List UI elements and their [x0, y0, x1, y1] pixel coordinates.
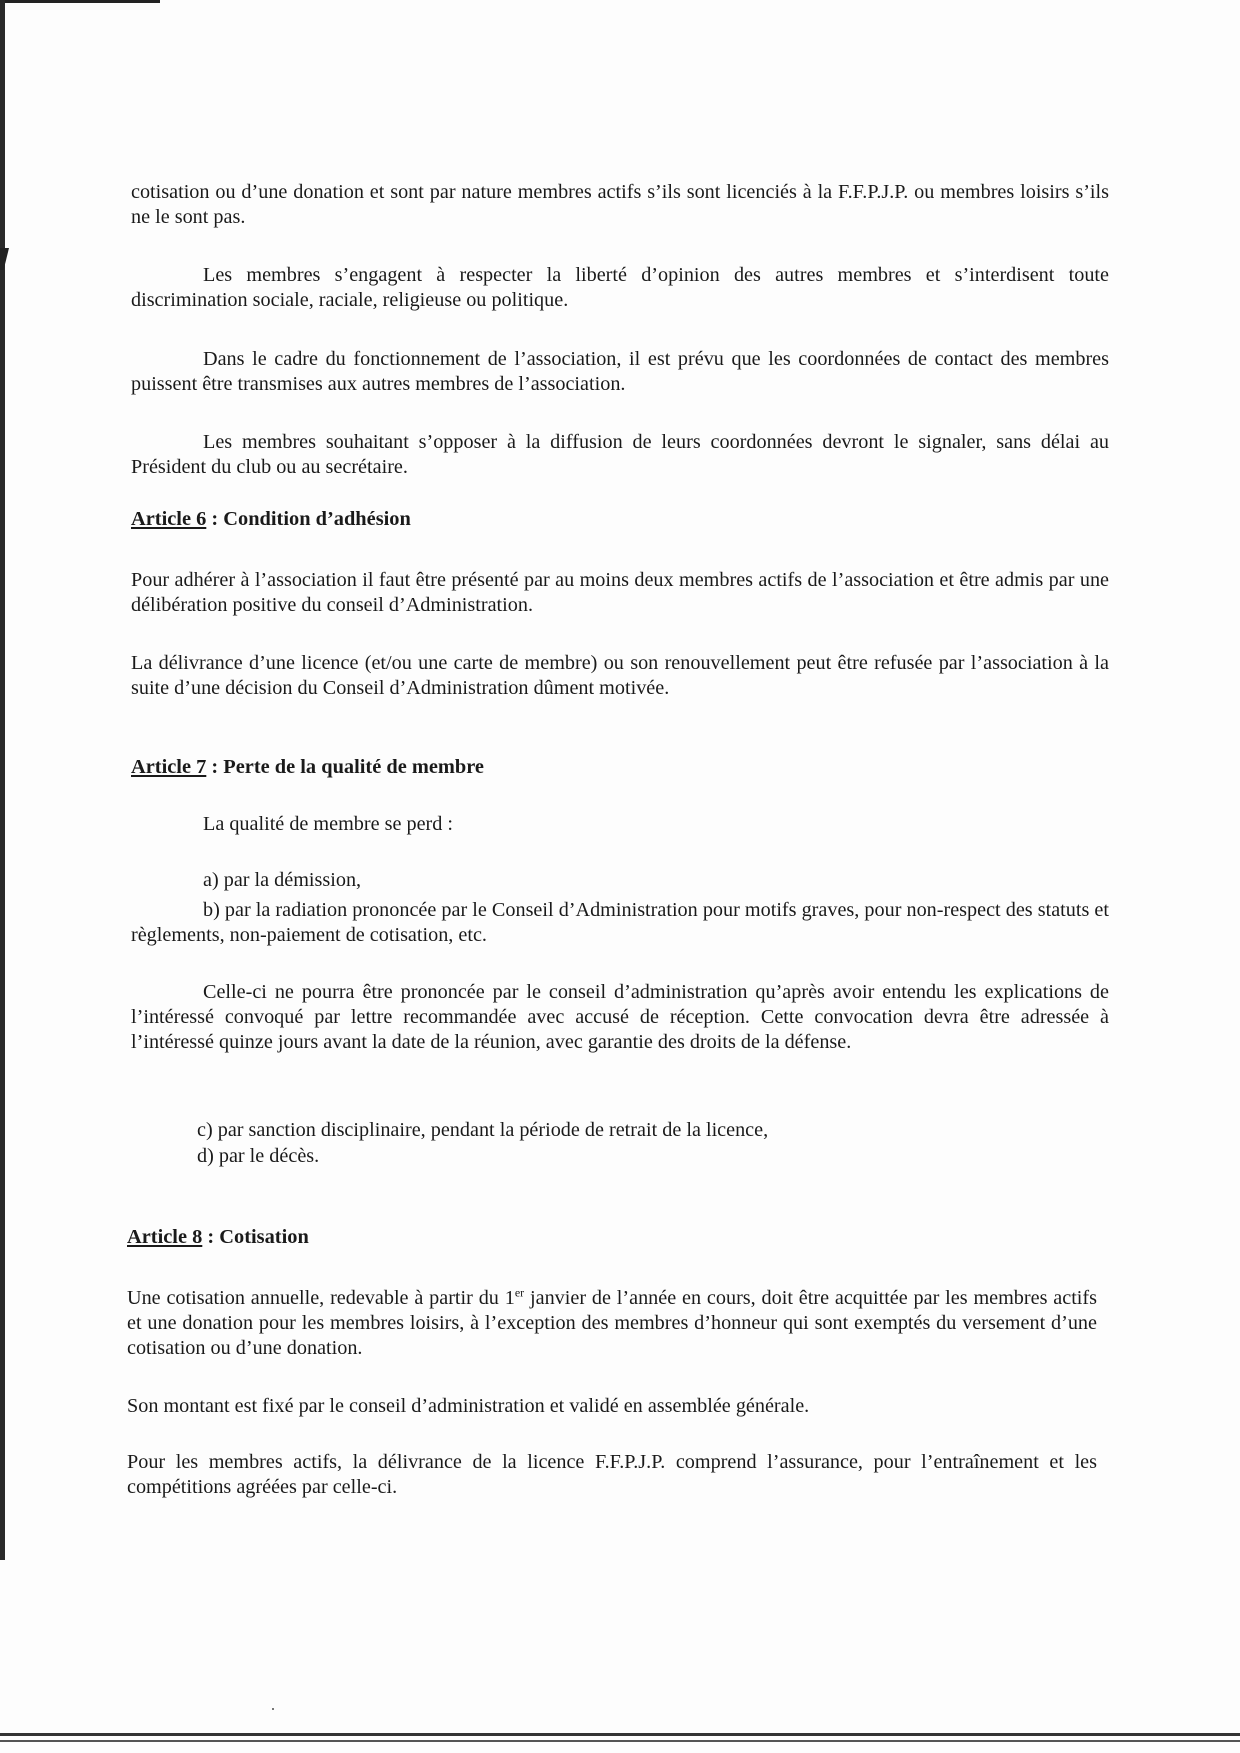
article-7-item-c: c) par sanction disciplinaire, pendant la période de retrait de la licence,	[197, 1119, 769, 1141]
article-7-procedure: Celle-ci ne pourra être prononcée par le conseil d’administration qu’après avoir entendu les explications de l’intéressé convoqué par lettre recommandée avec accusé de réception. Cette convocation devra être adressée à l’intéressé quinze jours avant la date de la réunion, avec garantie des droits de la défense.	[131, 981, 1109, 1053]
article-7-item-a: a) par la démission,	[203, 869, 362, 891]
article-7-intro: La qualité de membre se perd :	[203, 813, 453, 835]
intro-paragraph-2: Les membres s’engagent à respecter la liberté d’opinion des autres membres et s’interdisent toute discrimination sociale, raciale, religieuse ou politique.	[131, 264, 1109, 311]
article-8-paragraph-3: Pour les membres actifs, la délivrance de la licence F.F.P.J.P. comprend l’assurance, pour l’entraînement et les compétitions agréées par celle-ci.	[127, 1451, 1097, 1498]
article-8-paragraph-2: Son montant est fixé par le conseil d’administration et validé en assemblée générale.	[127, 1395, 810, 1417]
article-8-paragraph-1	[127, 1286, 1097, 1361]
intro-paragraph-3: Dans le cadre du fonctionnement de l’association, il est prévu que les coordonnées de contact des membres puissent être transmises aux autres membres de l’association.	[131, 348, 1109, 395]
scan-edge-bottom	[0, 1733, 1240, 1736]
scan-speck	[272, 1708, 274, 1710]
article-7-label: Article 7	[131, 756, 207, 778]
intro-paragraph-1: cotisation ou d’une donation et sont par nature membres actifs s’ils sont licenciés à la F.F.P.J.P. ou membres loisirs s’ils ne le sont pas.	[131, 181, 1109, 228]
article-6-paragraph-1: Pour adhérer à l’association il faut être présenté par au moins deux membres actifs de l’association et être admis par une délibération positive du conseil d’Administration.	[131, 569, 1109, 616]
scan-edge-left	[0, 0, 5, 1560]
article-6-heading	[131, 508, 411, 531]
article-6-title: : Condition d’adhésion	[206, 508, 411, 530]
article-7-heading	[131, 756, 484, 779]
article-8-title: : Cotisation	[202, 1226, 309, 1248]
article-6-paragraph-2: La délivrance d’une licence (et/ou une carte de membre) ou son renouvellement peut être refusée par l’association à la suite d’une décision du Conseil d’Administration dûment motivée.	[131, 652, 1109, 699]
article-7-title: : Perte de la qualité de membre	[206, 756, 484, 778]
intro-paragraph-4: Les membres souhaitant s’opposer à la diffusion de leurs coordonnées devront le signaler, sans délai au Président du club ou au secrétaire.	[131, 431, 1109, 478]
article-8-heading	[127, 1226, 309, 1249]
article-8-p1-before: Une cotisation annuelle, redevable à partir du 1	[127, 1287, 515, 1309]
article-7-item-d: d) par le décès.	[197, 1145, 320, 1167]
scan-edge-top	[0, 0, 160, 3]
scan-edge-bottom-secondary	[0, 1740, 1240, 1742]
article-8-label: Article 8	[127, 1226, 203, 1248]
article-6-label: Article 6	[131, 508, 207, 530]
article-8-p1-after: janvier de l’année en cours, doit être acquittée par les membres actifs et une donation pour les membres loisirs, à l’exception des membres d’honneur qui sont exemptés du versement d’une cotisation ou d’une donation.	[127, 1287, 1097, 1359]
article-7-item-b: b) par la radiation prononcée par le Conseil d’Administration pour motifs graves, pour non-respect des statuts et règlements, non-paiement de cotisation, etc.	[131, 899, 1109, 946]
article-8-p1-sup: er	[514, 1285, 525, 1300]
